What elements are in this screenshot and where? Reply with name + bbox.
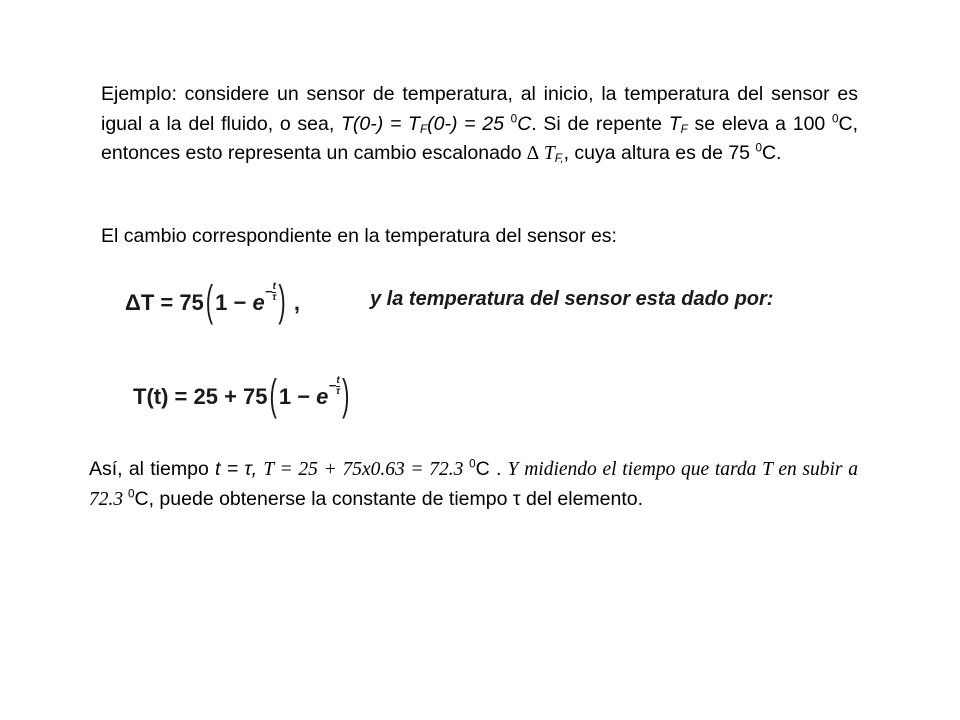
eq1-lhs: ΔT = 75: [125, 289, 204, 315]
eq2-exponent: [328, 376, 340, 397]
degree-superscript: 0: [510, 111, 518, 125]
delta-t-symbol: ∆ T: [527, 143, 555, 164]
eq1-exp-base: e: [252, 289, 265, 315]
unit-c: C: [517, 112, 532, 135]
sensor-temp-intro-text: y la temperatura del sensor esta dado por:: [370, 288, 774, 310]
initial-temp-value: (0-) = 25: [427, 112, 511, 135]
eq1-paren-close: ): [278, 275, 286, 326]
subscript-f: F,: [554, 151, 564, 165]
eq2-exp-denominator: τ: [336, 386, 341, 397]
eq2-exp-base: e: [316, 383, 329, 409]
t-equals-tau: t = τ,: [215, 458, 264, 480]
eq2-paren-close: ): [342, 369, 350, 420]
subscript-f: F: [419, 122, 428, 136]
text-segment: se eleva a 100: [687, 112, 832, 135]
eq2-exp-numerator: t: [336, 375, 340, 386]
sensor-temp-equation: [133, 369, 351, 420]
eq2-paren-open: (: [269, 369, 277, 420]
measure-time-text: Y midiendo el tiempo que tarda T en subir a 72.3: [89, 459, 858, 510]
eq1-exp-fraction: [272, 282, 276, 303]
var-t: T: [668, 112, 681, 135]
degree-superscript: 0: [469, 457, 476, 471]
computed-temp-expr: T = 25 + 75x0.63 = 72.3: [263, 459, 470, 480]
text-segment: . Si de repente: [531, 112, 669, 135]
eq1-paren-open: (: [205, 275, 214, 326]
eq1-comma: ,: [287, 289, 300, 315]
eq1-exp-sign: −: [264, 283, 273, 299]
eq1-exponent: [265, 282, 277, 303]
text-segment: C.: [761, 142, 782, 164]
initial-temp-expr: T(0-) = T: [341, 112, 420, 135]
delta-t-equation: [125, 275, 300, 326]
conclusion-paragraph: [89, 455, 858, 514]
text-segment: C, entonces esto representa un cambio escalonado: [101, 112, 858, 164]
eq1-one-minus: 1 −: [215, 289, 253, 315]
change-paragraph: El cambio correspondiente en la temperatura del sensor es:: [101, 225, 617, 247]
degree-superscript: 0: [128, 486, 135, 500]
intro-text: Ejemplo: considere un sensor de temperatura, al inicio, la temperatura del sensor es igual a la del fluido, o sea,: [101, 83, 858, 135]
text-segment: Así, al tiempo: [89, 458, 216, 480]
eq1-exp-denominator: τ: [272, 292, 277, 303]
text-segment: C .: [475, 458, 508, 480]
degree-superscript: 0: [831, 111, 839, 125]
eq1-exp-numerator: t: [272, 281, 276, 292]
degree-superscript: 0: [755, 141, 762, 155]
text-segment: C, puede obtenerse la constante de tiempo τ del elemento.: [134, 487, 644, 510]
eq2-exp-sign: −: [328, 377, 336, 393]
example-paragraph: [101, 80, 858, 169]
eq2-one-minus: 1 −: [278, 383, 317, 409]
eq2-lhs: T(t) = 25 + 75: [133, 383, 268, 409]
text-segment: , cuya altura es de 75: [563, 142, 756, 164]
eq2-exp-fraction: [336, 376, 340, 397]
subscript-f: F: [680, 122, 688, 136]
